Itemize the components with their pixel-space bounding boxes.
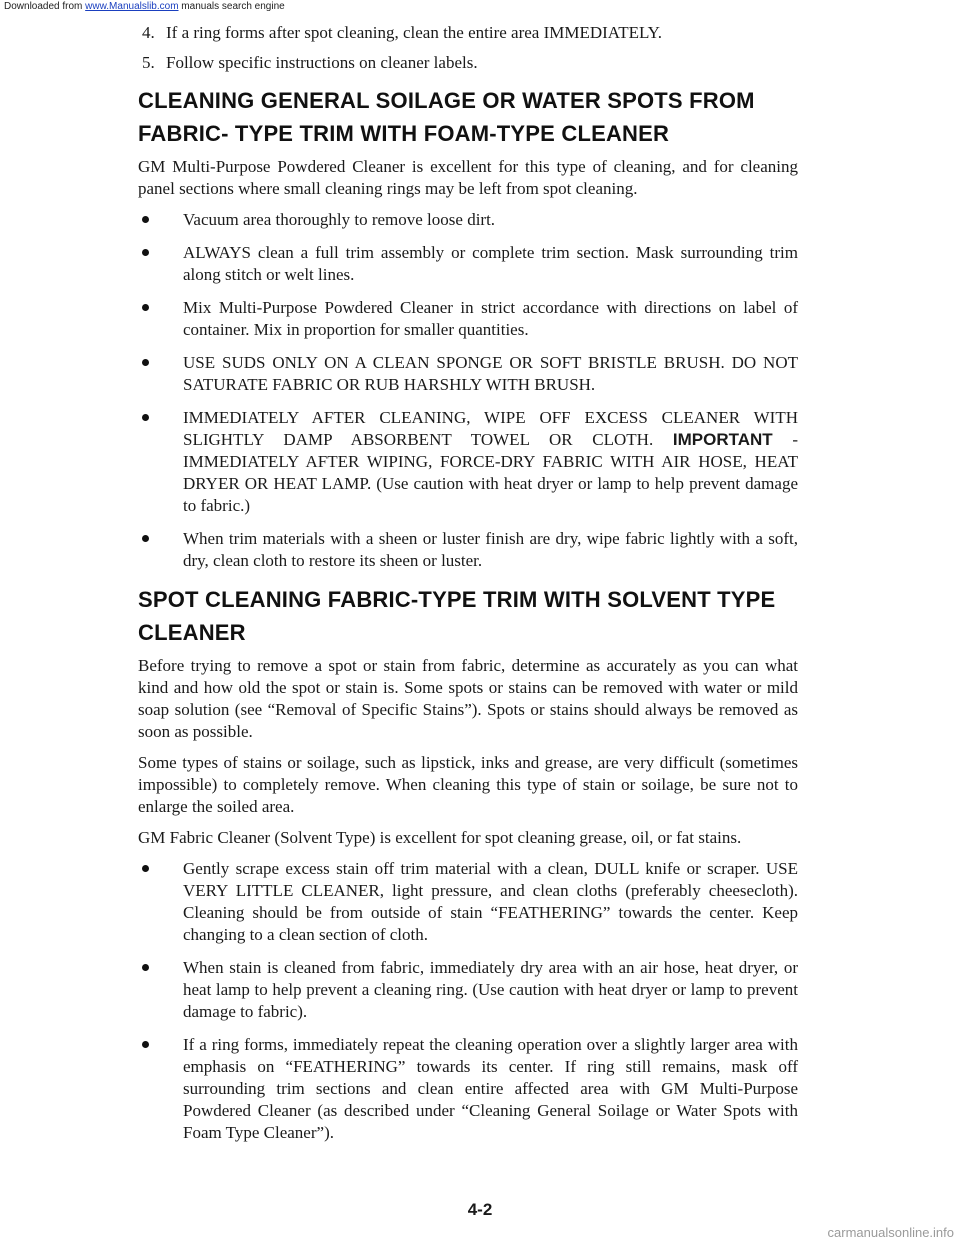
item-text: Follow specific instructions on cleaner labels. — [166, 53, 478, 72]
item-number: 4. — [142, 23, 155, 42]
bullet-text: Mix Multi-Purpose Powdered Cleaner in strict accordance with directions on label of container. Mix in proportion for smaller quantities. — [183, 298, 798, 339]
list-item — [138, 297, 798, 341]
bullet-text: When stain is cleaned from fabric, immediately dry area with an air hose, heat dryer, or heat lamp to help prevent a cleaning ring. (Use caution with heat dryer or lamp to prevent damage to fabric). — [183, 958, 798, 1021]
bullet-icon — [142, 535, 149, 542]
manualslib-link[interactable]: www.Manualslib.com — [85, 1, 179, 12]
list-item — [138, 407, 798, 517]
list-item — [138, 242, 798, 286]
banner-suffix: manuals search engine — [178, 1, 285, 12]
list-item — [138, 957, 798, 1023]
bullet-text: If a ring forms, immediately repeat the cleaning operation over a slightly larger area with emphasis on “FEATHERING” towards its center. If ring still remains, mask off surrounding trim sections and clean entire affected area with GM Multi-Purpose Powdered Cleaner (as described under “Cleaning General Soilage or Water Spots with Foam Type Cleaner”). — [183, 1035, 798, 1142]
bullet-text: IMMEDIATELY AFTER CLEANING, WIPE OFF EXCESS CLEANER WITH SLIGHTLY DAMP ABSORBENT TOWEL OR CLOTH. — [183, 408, 798, 449]
bullet-icon — [142, 359, 149, 366]
bullet-text: - IMMEDIATELY AFTER WIPING, FORCE-DRY FABRIC WITH AIR HOSE, HEAT DRYER OR HEAT LAMP. (Use caution with heat dryer or lamp to help prevent damage to fabric.) — [183, 430, 799, 515]
list-item — [138, 1034, 798, 1144]
numbered-item — [138, 22, 798, 44]
list-item — [138, 209, 798, 231]
bullet-text: ALWAYS clean a full trim assembly or complete trim section. Mask surrounding trim along stitch or welt lines. — [183, 243, 798, 284]
page-content — [138, 22, 798, 1155]
paragraph: Some types of stains or soilage, such as lipstick, inks and grease, are very difficult (sometimes impossible) to completely remove. When cleaning this type of stain or soilage, be sure not to enlarge the soiled area. — [138, 753, 798, 816]
list-item — [138, 858, 798, 946]
item-number: 5. — [142, 53, 155, 72]
bullet-text: Gently scrape excess stain off trim material with a clean, DULL knife or scraper. USE VERY LITTLE CLEANER, light pressure, and clean cloths (preferably cheesecloth). Cleaning should be from outside of stain “FEATHERING” towards the center. Keep changing to a clean section of cloth. — [183, 859, 798, 944]
bullet-icon — [142, 304, 149, 311]
bullet-icon — [142, 216, 149, 223]
list-item — [138, 528, 798, 572]
section-intro: GM Multi-Purpose Powdered Cleaner is excellent for this type of cleaning, and for cleaning panel sections where small cleaning rings may be left from spot cleaning. — [138, 157, 798, 198]
numbered-item — [138, 52, 798, 74]
page-number: 4-2 — [467, 1200, 493, 1219]
bullet-text: Vacuum area thoroughly to remove loose dirt. — [183, 210, 496, 229]
bullet-icon — [142, 249, 149, 256]
bullet-icon — [142, 964, 149, 971]
section-heading-solvent-cleaner: SPOT CLEANING FABRIC-TYPE TRIM WITH SOLVENT TYPE CLEANER — [138, 587, 776, 645]
paragraph: Before trying to remove a spot or stain from fabric, determine as accurately as you can what kind and how old the spot or stain is. Some spots or stains can be removed with water or mild soap solution (see “Removal of Specific Stains”). Spots or stains should always be removed as soon as possible. — [138, 656, 798, 741]
banner-prefix: Downloaded from — [4, 1, 86, 12]
important-label: IMPORTANT — [672, 430, 773, 449]
item-text: If a ring forms after spot cleaning, clean the entire area IMMEDIATELY. — [166, 23, 662, 42]
download-banner — [0, 0, 960, 14]
bullet-icon — [142, 414, 149, 421]
bullet-text: When trim materials with a sheen or luster finish are dry, wipe fabric lightly with a soft, dry, clean cloth to restore its sheen or luster. — [183, 529, 798, 570]
bullet-icon — [142, 1041, 149, 1048]
paragraph: GM Fabric Cleaner (Solvent Type) is excellent for spot cleaning grease, oil, or fat stains. — [138, 828, 742, 847]
list-item — [138, 352, 798, 396]
bullet-icon — [142, 865, 149, 872]
footer-watermark: carmanualsonline.info — [827, 1225, 954, 1240]
section-heading-foam-cleaner: CLEANING GENERAL SOILAGE OR WATER SPOTS FROM FABRIC- TYPE TRIM WITH FOAM-TYPE CLEANER — [138, 88, 755, 146]
bullet-text: USE SUDS ONLY ON A CLEAN SPONGE OR SOFT BRISTLE BRUSH. DO NOT SATURATE FABRIC OR RUB HARSHLY WITH BRUSH. — [183, 353, 798, 394]
